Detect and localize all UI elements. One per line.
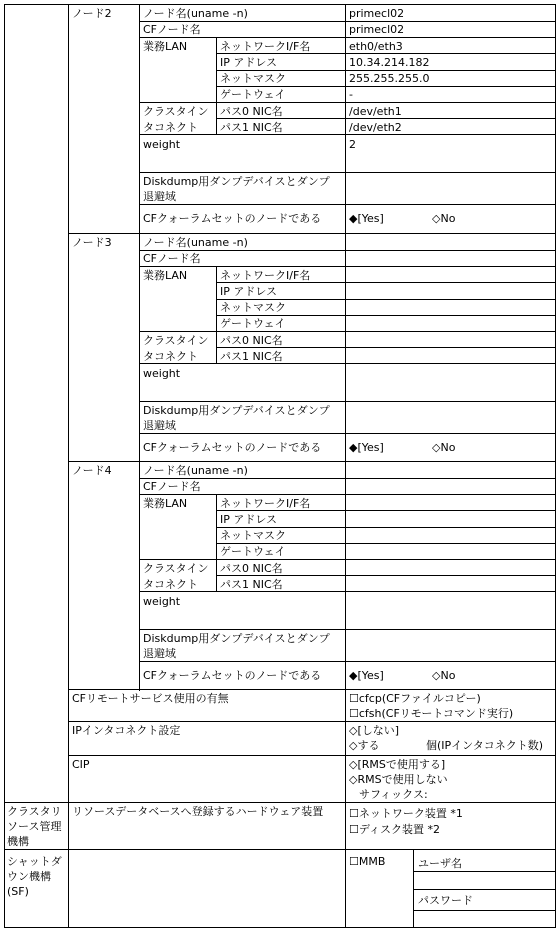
grid-line — [139, 559, 556, 560]
left-border — [4, 4, 5, 928]
uname-label: ノード名(uname -n) — [143, 236, 248, 249]
mmb-option: ☐ MMB — [349, 855, 385, 868]
grid-line — [68, 233, 556, 234]
quorum-yes-option: ◆[Yes] — [349, 441, 384, 454]
path1-nic-label: パス1 NIC名 — [220, 578, 283, 591]
business-lan-label: 業務LAN — [143, 497, 188, 510]
diskdump-label: Diskdump用ダンプデバイスとダンプ — [143, 404, 330, 417]
grid-line — [345, 4, 346, 234]
quorum-no-option: ◇No — [432, 669, 456, 682]
path0-nic-label: パス0 NIC名 — [220, 562, 283, 575]
diskdump-label: 退避域 — [143, 419, 176, 432]
diskdump-label: Diskdump用ダンプデバイスとダンプ — [143, 175, 330, 188]
quorum-yes-option: ◆[Yes] — [349, 669, 384, 682]
grid-line — [4, 849, 556, 850]
weight-label: weight — [143, 367, 181, 380]
cluster-interconnect-label: タコネクト — [143, 578, 198, 591]
cluster-interconnect-label: タコネクト — [143, 350, 198, 363]
grid-line — [68, 689, 556, 690]
cfsh-option: ☐ cfsh(CFリモートコマンド実行) — [349, 707, 513, 720]
bottom-border — [4, 927, 556, 928]
grid-line — [216, 347, 556, 348]
grid-line — [345, 233, 346, 463]
ip-address-label: IP アドレス — [220, 285, 278, 298]
uname-value: primecl02 — [349, 7, 405, 20]
shutdown-section-label: (SF) — [7, 885, 29, 898]
top-border — [4, 4, 556, 5]
cf-node-name-label: CFノード名 — [143, 252, 201, 265]
cip-label: CIP — [72, 758, 90, 771]
cip-rms-option: ◇[RMSで使用する] — [349, 758, 446, 771]
gateway-label: ゲートウェイ — [220, 545, 286, 558]
grid-line — [68, 233, 69, 463]
grid-line — [216, 118, 556, 119]
grid-line — [216, 527, 556, 528]
ip-interconnect-do-option: ◇する — [349, 739, 380, 752]
path1-nic-label: パス1 NIC名 — [220, 350, 283, 363]
cfcp-option: ☐ cfcp(CFファイルコピー) — [349, 692, 481, 705]
netmask-value: 255.255.255.0 — [349, 72, 430, 85]
path0-nic-value: /dev/eth1 — [349, 105, 402, 118]
grid-line — [139, 204, 556, 205]
node-label: ノード2 — [72, 7, 112, 20]
cluster-interconnect-label: クラスタイン — [143, 334, 209, 347]
grid-line — [216, 494, 217, 592]
cf-node-name-label: CFノード名 — [143, 480, 201, 493]
grid-line — [139, 266, 556, 267]
uname-label: ノード名(uname -n) — [143, 464, 248, 477]
gateway-label: ゲートウェイ — [220, 88, 286, 101]
grid-line — [139, 331, 556, 332]
shutdown-section-label: ウン機構 — [7, 870, 51, 883]
cluster-interconnect-label: クラスタイン — [143, 105, 209, 118]
shutdown-section-label: シャットダ — [7, 855, 62, 868]
grid-line — [68, 849, 69, 928]
grid-line — [216, 266, 217, 364]
resource-section-label: ソース管理 — [7, 820, 62, 833]
cf-quorum-label: CFクォーラムセットのノードである — [143, 212, 322, 225]
password-label: パスワード — [418, 894, 473, 907]
grid-line — [139, 494, 556, 495]
ip-address-label: IP アドレス — [220, 513, 278, 526]
disk-device-option: ☐ ディスク装置 *2 — [349, 823, 440, 836]
grid-line — [216, 299, 556, 300]
quorum-no-option: ◇No — [432, 441, 456, 454]
gateway-value: - — [349, 88, 353, 101]
weight-value: 2 — [349, 138, 356, 151]
right-border — [555, 4, 556, 928]
grid-line — [68, 4, 69, 234]
grid-line — [139, 134, 556, 135]
netmask-label: ネットマスク — [220, 301, 286, 314]
node-label: ノード3 — [72, 236, 112, 249]
grid-line — [139, 4, 140, 234]
user-name-label: ユーザ名 — [418, 857, 462, 870]
grid-line — [216, 70, 556, 71]
cip-suffix-label: サフィックス: — [359, 788, 428, 801]
resource-section-label: クラスタリ — [7, 805, 62, 818]
cf-quorum-label: CFクォーラムセットのノードである — [143, 669, 322, 682]
diskdump-label: Diskdump用ダンプデバイスとダンプ — [143, 632, 330, 645]
weight-label: weight — [143, 138, 181, 151]
resource-db-label: リソースデータベースへ登録するハードウェア装置 — [72, 805, 324, 818]
grid-line — [216, 53, 556, 54]
network-if-label: ネットワークI/F名 — [220, 40, 311, 53]
path1-nic-value: /dev/eth2 — [349, 121, 402, 134]
cf-quorum-label: CFクォーラムセットのノードである — [143, 441, 322, 454]
uname-label: ノード名(uname -n) — [143, 7, 248, 20]
cf-node-name-label: CFノード名 — [143, 23, 201, 36]
network-if-value: eth0/eth3 — [349, 40, 403, 53]
netmask-label: ネットマスク — [220, 72, 286, 85]
grid-line — [139, 21, 556, 22]
grid-line — [139, 629, 556, 630]
netmask-label: ネットマスク — [220, 529, 286, 542]
grid-line — [139, 661, 556, 662]
grid-line — [68, 721, 556, 722]
grid-line — [216, 575, 556, 576]
resource-section-label: 機構 — [7, 835, 29, 848]
diskdump-label: 退避域 — [143, 190, 176, 203]
grid-line — [4, 802, 556, 803]
cf-remote-service-label: CFリモートサービス使用の有無 — [72, 692, 229, 705]
ip-interconnect-label: IPインタコネクト設定 — [72, 724, 181, 737]
node-label: ノード4 — [72, 464, 112, 477]
grid-line — [139, 591, 556, 592]
cluster-interconnect-label: タコネクト — [143, 121, 198, 134]
grid-line — [68, 689, 69, 850]
cip-no-rms-option: ◇RMSで使用しない — [349, 773, 448, 786]
ip-address-value: 10.34.214.182 — [349, 56, 430, 69]
diskdump-label: 退避域 — [143, 647, 176, 660]
path1-nic-label: パス1 NIC名 — [220, 121, 283, 134]
ip-address-label: IP アドレス — [220, 56, 278, 69]
grid-line — [139, 478, 556, 479]
weight-label: weight — [143, 595, 181, 608]
grid-line — [139, 172, 556, 173]
network-if-label: ネットワークI/F名 — [220, 269, 311, 282]
grid-line — [345, 689, 346, 850]
business-lan-label: 業務LAN — [143, 40, 188, 53]
grid-line — [216, 282, 556, 283]
grid-line — [68, 755, 556, 756]
path0-nic-label: パス0 NIC名 — [220, 334, 283, 347]
quorum-yes-option: ◆[Yes] — [349, 212, 384, 225]
grid-line — [345, 849, 346, 928]
grid-line — [216, 315, 556, 316]
grid-line — [216, 543, 556, 544]
business-lan-label: 業務LAN — [143, 269, 188, 282]
grid-line — [413, 871, 556, 872]
grid-line — [139, 233, 140, 463]
cf-node-name-value: primecl02 — [349, 23, 405, 36]
grid-line — [216, 86, 556, 87]
quorum-no-option: ◇No — [432, 212, 456, 225]
grid-line — [139, 461, 140, 691]
grid-line — [139, 401, 556, 402]
grid-line — [139, 433, 556, 434]
ip-interconnect-none-option: ◇[しない] — [349, 724, 400, 737]
grid-line — [68, 461, 69, 691]
grid-line — [139, 363, 556, 364]
cluster-interconnect-label: クラスタイン — [143, 562, 209, 575]
grid-line — [413, 910, 556, 911]
ip-interconnect-count-label: 個(IPインタコネクト数) — [426, 739, 544, 752]
grid-line — [345, 461, 346, 691]
grid-line — [68, 461, 556, 462]
network-if-label: ネットワークI/F名 — [220, 497, 311, 510]
grid-line — [139, 37, 556, 38]
grid-line — [216, 37, 217, 135]
grid-line — [413, 889, 556, 890]
path0-nic-label: パス0 NIC名 — [220, 105, 283, 118]
grid-line — [139, 102, 556, 103]
gateway-label: ゲートウェイ — [220, 317, 286, 330]
grid-line — [139, 250, 556, 251]
network-device-option: ☐ ネットワーク装置 *1 — [349, 807, 463, 820]
grid-line — [216, 510, 556, 511]
